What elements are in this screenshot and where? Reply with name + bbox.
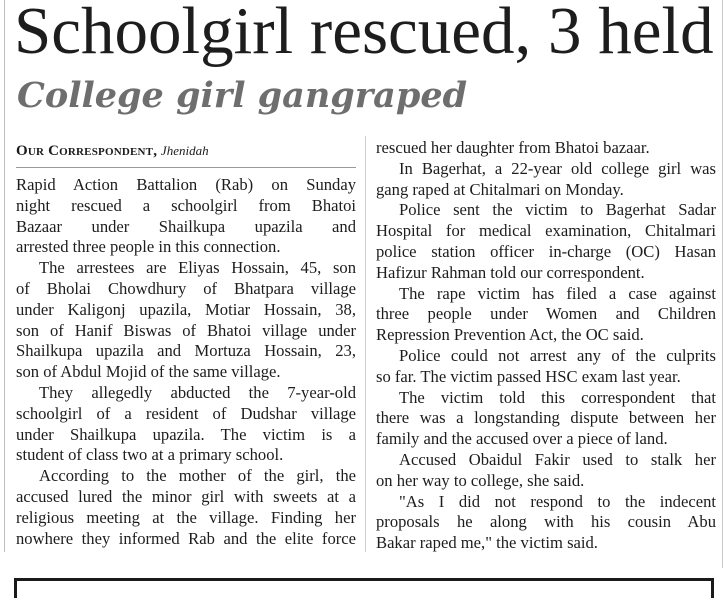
left-line: son of Hanif Biswas of Bhatoi village under bbox=[16, 320, 356, 340]
left-line: schoolgirl of a resident of Dudshar village bbox=[16, 403, 356, 423]
left-line: arrested three people in this connection. bbox=[16, 237, 281, 257]
column-divider bbox=[365, 136, 366, 552]
right-line: Police sent the victim to Bagerhat Sadar bbox=[399, 200, 716, 220]
left-line: Bazaar under Shailkupa upazila and bbox=[16, 216, 356, 236]
left-line: The arrestees are Eliyas Hossain, 45, son bbox=[39, 258, 356, 278]
right-line: police station officer in-charge (OC) Hasan bbox=[376, 241, 716, 261]
left-line: Rapid Action Battalion (Rab) on Sunday bbox=[16, 175, 356, 194]
subheadline: College girl gangraped bbox=[17, 75, 468, 116]
byline-location: Jhenidah bbox=[160, 143, 209, 158]
left-line: nowhere they informed Rab and the elite force bbox=[16, 528, 356, 548]
left-line: They allegedly abducted the 7-year-old bbox=[39, 382, 356, 402]
left-line: under Kaligonj upazila, Motiar Hossain, 38, bbox=[16, 299, 356, 319]
left-margin-rule bbox=[4, 0, 5, 552]
right-line: on her way to college, she said. bbox=[376, 470, 585, 490]
right-line: "As I did not respond to the indecent bbox=[399, 491, 716, 511]
right-line: In Bagerhat, a 22-year old college girl was bbox=[399, 158, 716, 178]
left-line: of Bholai Chowdhury of Bhatpara village bbox=[16, 278, 356, 298]
right-column bbox=[376, 138, 716, 554]
right-line: family and the accused over a piece of land. bbox=[376, 429, 668, 449]
headline: Schoolgirl rescued, 3 held bbox=[14, 0, 714, 68]
right-line: The rape victim has filed a case against bbox=[399, 283, 716, 303]
left-line: under Shailkupa upazila. The victim is a bbox=[16, 424, 356, 444]
right-line: Bakar raped me," the victim said. bbox=[376, 533, 598, 553]
left-line: Shailkupa upazila and Mortuza Hossain, 23, bbox=[16, 341, 356, 361]
left-line: religious meeting at the village. Finding her bbox=[16, 507, 356, 527]
left-line: According to the mother of the girl, the bbox=[39, 466, 356, 486]
right-line: gang raped at Chitalmari on Monday. bbox=[376, 179, 624, 199]
left-line: student of class two at a primary school. bbox=[16, 445, 284, 465]
right-line: Repression Prevention Act, the OC said. bbox=[376, 325, 644, 345]
right-line: there was a longstanding dispute between her bbox=[376, 408, 716, 428]
next-article-frame bbox=[14, 578, 714, 598]
byline bbox=[16, 142, 209, 160]
left-column bbox=[16, 175, 356, 549]
left-line: son of Abdul Mojid of the same village. bbox=[16, 362, 281, 382]
right-line: rescued her daughter from Bhatoi bazaar. bbox=[376, 138, 650, 157]
right-line: Hospital for medical examination, Chitalmari bbox=[376, 221, 716, 241]
right-line: proposals he along with his cousin Abu bbox=[376, 512, 716, 532]
right-line: Hafizur Rahman told our correspondent. bbox=[376, 262, 645, 282]
left-line: night rescued a schoolgirl from Bhatoi bbox=[16, 195, 356, 215]
right-line: so far. The victim passed HSC exam last year. bbox=[376, 366, 681, 386]
left-line: accused lured the minor girl with sweets at a bbox=[16, 486, 356, 506]
right-line: three people under Women and Children bbox=[376, 304, 716, 324]
right-line: Accused Obaidul Fakir used to stalk her bbox=[399, 449, 716, 469]
byline-author: Our Correspondent, bbox=[16, 143, 158, 159]
right-line: The victim told this correspondent that bbox=[399, 387, 716, 407]
right-line: Police could not arrest any of the culprits bbox=[399, 345, 716, 365]
right-margin-rule bbox=[722, 0, 723, 568]
byline-divider bbox=[16, 167, 356, 168]
